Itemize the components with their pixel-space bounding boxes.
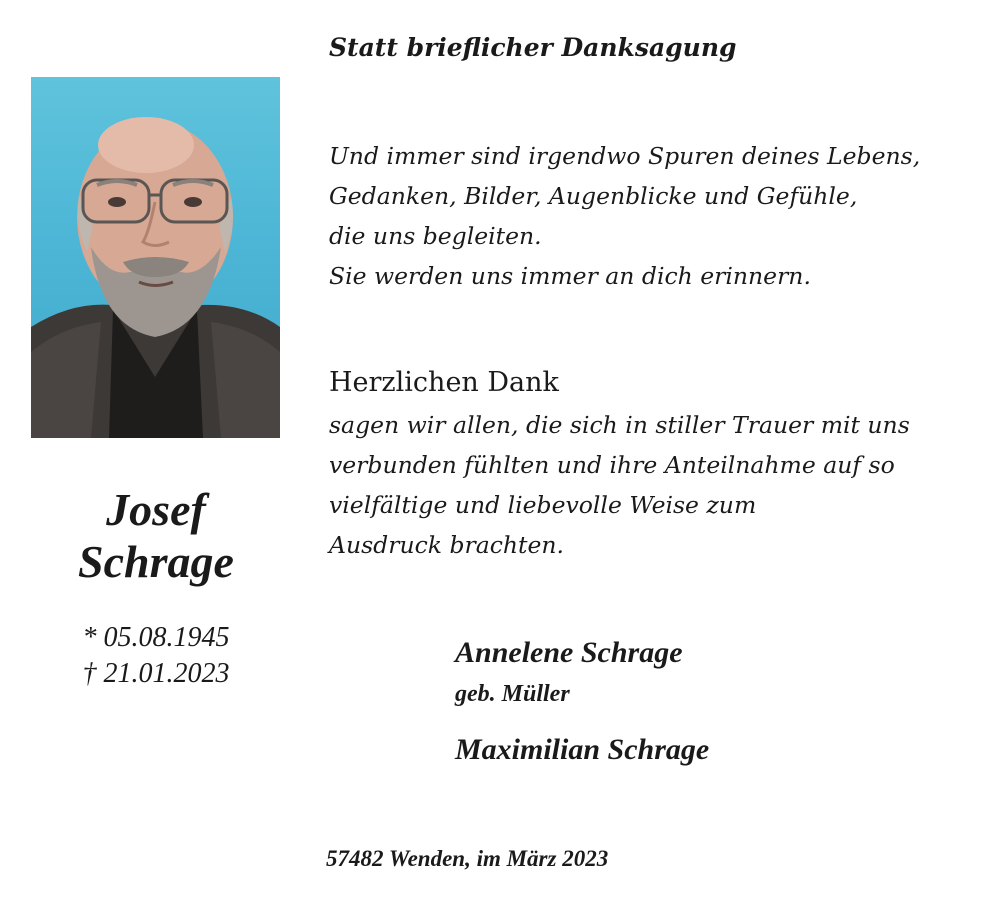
thanks-line: Ausdruck brachten. [329, 531, 564, 559]
poem-line: Gedanken, Bilder, Augenblicke und Gefühle, [329, 182, 858, 210]
death-date: † 21.01.2023 [82, 658, 230, 689]
signature-maiden-name: geb. Müller [455, 681, 570, 707]
birth-date: * 05.08.1945 [82, 622, 230, 653]
life-dates [30, 620, 282, 692]
notice-heading: Statt brieflicher Danksagung [329, 33, 737, 62]
poem-line: Und immer sind irgendwo Spuren deines Lebens, [329, 142, 921, 170]
place-and-date: 57482 Wenden, im März 2023 [326, 846, 609, 871]
poem-line: Sie werden uns immer an dich erinnern. [329, 262, 811, 290]
thanks-line: verbunden fühlten und ihre Anteilnahme auf so [329, 451, 895, 479]
thanks-title: Herzlichen Dank [329, 367, 559, 398]
thanks-line: vielfältige und liebevolle Weise zum [329, 491, 757, 519]
portrait-illustration [31, 77, 280, 438]
thanks-line: sagen wir allen, die sich in stiller Trauer mit uns [329, 411, 910, 439]
deceased-first-name: Josef [106, 484, 206, 535]
poem-line: die uns begleiten. [329, 222, 542, 250]
deceased-last-name: Schrage [78, 536, 234, 587]
deceased-name [30, 484, 282, 588]
thanks-text [329, 405, 910, 565]
poem [329, 136, 920, 296]
signature-name-2: Maximilian Schrage [455, 733, 710, 766]
signature-name-1: Annelene Schrage [455, 636, 683, 669]
portrait-photo [31, 77, 280, 438]
